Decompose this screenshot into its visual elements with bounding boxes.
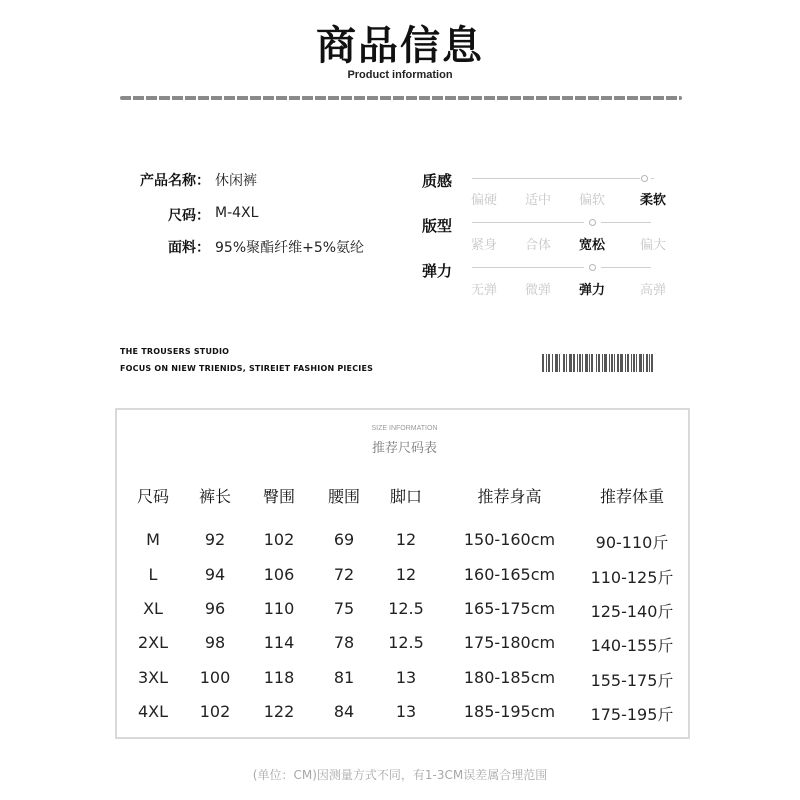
table-cell: 175-180cm	[463, 633, 556, 652]
attr-label-elasticity: 弹力	[422, 262, 453, 280]
slider-track	[472, 267, 584, 268]
slider-track	[472, 222, 584, 223]
column-header: 推荐体重	[599, 487, 664, 506]
attr-option: 偏大	[640, 238, 667, 253]
measurement-footnote: (单位：CM)因测量方式不同，有1-3CM误差属合理范围	[252, 768, 548, 782]
info-row-fabric	[110, 237, 410, 261]
table-cell: 90-110斤	[595, 533, 669, 552]
column-header: 裤长	[198, 487, 231, 506]
table-cell: 118	[263, 668, 295, 687]
table-cell: 125-140斤	[590, 602, 674, 621]
table-cell: 100	[199, 668, 231, 687]
table-cell: 106	[263, 565, 295, 584]
attr-option: 紧身	[471, 238, 498, 253]
info-label: 尺码：	[168, 208, 210, 224]
info-value: M-4XL	[215, 205, 259, 221]
slider-track	[601, 222, 651, 223]
info-value: 95%聚酯纤维+5%氨纶	[215, 240, 365, 256]
table-cell: L	[148, 565, 158, 584]
slider-knob	[589, 219, 596, 226]
table-cell: 92	[204, 530, 226, 549]
size-chart-title-cn: 推荐尺码表	[371, 441, 437, 456]
table-cell: 180-185cm	[463, 668, 556, 687]
table-cell: 102	[263, 530, 295, 549]
attr-option: 微弹	[525, 283, 552, 298]
table-cell: 96	[204, 599, 226, 618]
table-cell: 110-125斤	[590, 568, 674, 587]
table-cell: 12	[395, 530, 417, 549]
column-header: 推荐身高	[477, 487, 542, 506]
table-cell: 12	[395, 565, 417, 584]
attr-option: 高弹	[640, 283, 667, 298]
table-cell: 175-195斤	[590, 705, 674, 724]
table-cell: 155-175斤	[590, 671, 674, 690]
slider-track	[601, 267, 651, 268]
table-cell: M	[146, 530, 160, 549]
slider-knob	[589, 264, 596, 271]
attr-option: 适中	[525, 193, 552, 208]
info-row-size	[110, 205, 410, 229]
table-cell: 102	[199, 702, 231, 721]
table-cell: 69	[333, 530, 355, 549]
table-cell: XL	[143, 599, 163, 618]
info-label: 产品名称：	[140, 173, 210, 189]
attr-option: 合体	[525, 238, 552, 253]
table-cell: 122	[263, 702, 295, 721]
brand-line-2: FOCUS ON NIEW TRIENIDS, STIREIET FASHION PIECIES	[120, 364, 374, 373]
dashed-divider	[120, 96, 682, 100]
table-cell: 110	[263, 599, 295, 618]
table-cell: 12.5	[388, 633, 424, 652]
table-cell: 72	[333, 565, 355, 584]
column-header: 脚口	[389, 487, 422, 506]
info-row-name	[110, 170, 410, 194]
table-cell: 94	[204, 565, 226, 584]
table-cell: 75	[333, 599, 355, 618]
table-cell: 78	[333, 633, 355, 652]
table-cell: 81	[333, 668, 355, 687]
info-label: 面料：	[168, 240, 210, 256]
column-header: 臀围	[262, 487, 295, 506]
slider-knob	[641, 175, 648, 182]
column-header: 腰围	[327, 487, 360, 506]
slider-track	[651, 178, 654, 179]
attr-option-selected: 宽松	[579, 238, 606, 253]
table-cell: 165-175cm	[463, 599, 556, 618]
info-value: 休闲裤	[215, 173, 257, 189]
page-subtitle: Product information	[347, 69, 453, 81]
table-cell: 4XL	[137, 702, 169, 721]
barcode-icon	[542, 354, 688, 372]
attr-label-fit: 版型	[422, 217, 453, 235]
attr-option: 无弹	[471, 283, 498, 298]
table-cell: 114	[263, 633, 295, 652]
table-cell: 2XL	[137, 633, 169, 652]
size-chart-title-en: SIZE INFORMATION	[371, 425, 438, 432]
table-cell: 84	[333, 702, 355, 721]
table-cell: 160-165cm	[463, 565, 556, 584]
brand-line-1: THE TROUSERS STUDIO	[120, 347, 230, 356]
column-header: 尺码	[136, 487, 169, 506]
table-cell: 140-155斤	[590, 636, 674, 655]
attr-option-selected: 弹力	[579, 283, 606, 298]
size-chart	[115, 408, 690, 739]
page-title: 商品信息	[316, 23, 484, 69]
attr-option: 偏硬	[471, 193, 498, 208]
attr-option-selected: 柔软	[640, 193, 667, 208]
table-cell: 12.5	[388, 599, 424, 618]
table-cell: 3XL	[137, 668, 169, 687]
attr-option: 偏软	[579, 193, 606, 208]
table-cell: 98	[204, 633, 226, 652]
table-cell: 185-195cm	[463, 702, 556, 721]
table-cell: 13	[395, 702, 417, 721]
slider-track	[472, 178, 640, 179]
attr-label-texture: 质感	[422, 172, 453, 190]
table-cell: 13	[395, 668, 417, 687]
table-cell: 150-160cm	[463, 530, 556, 549]
